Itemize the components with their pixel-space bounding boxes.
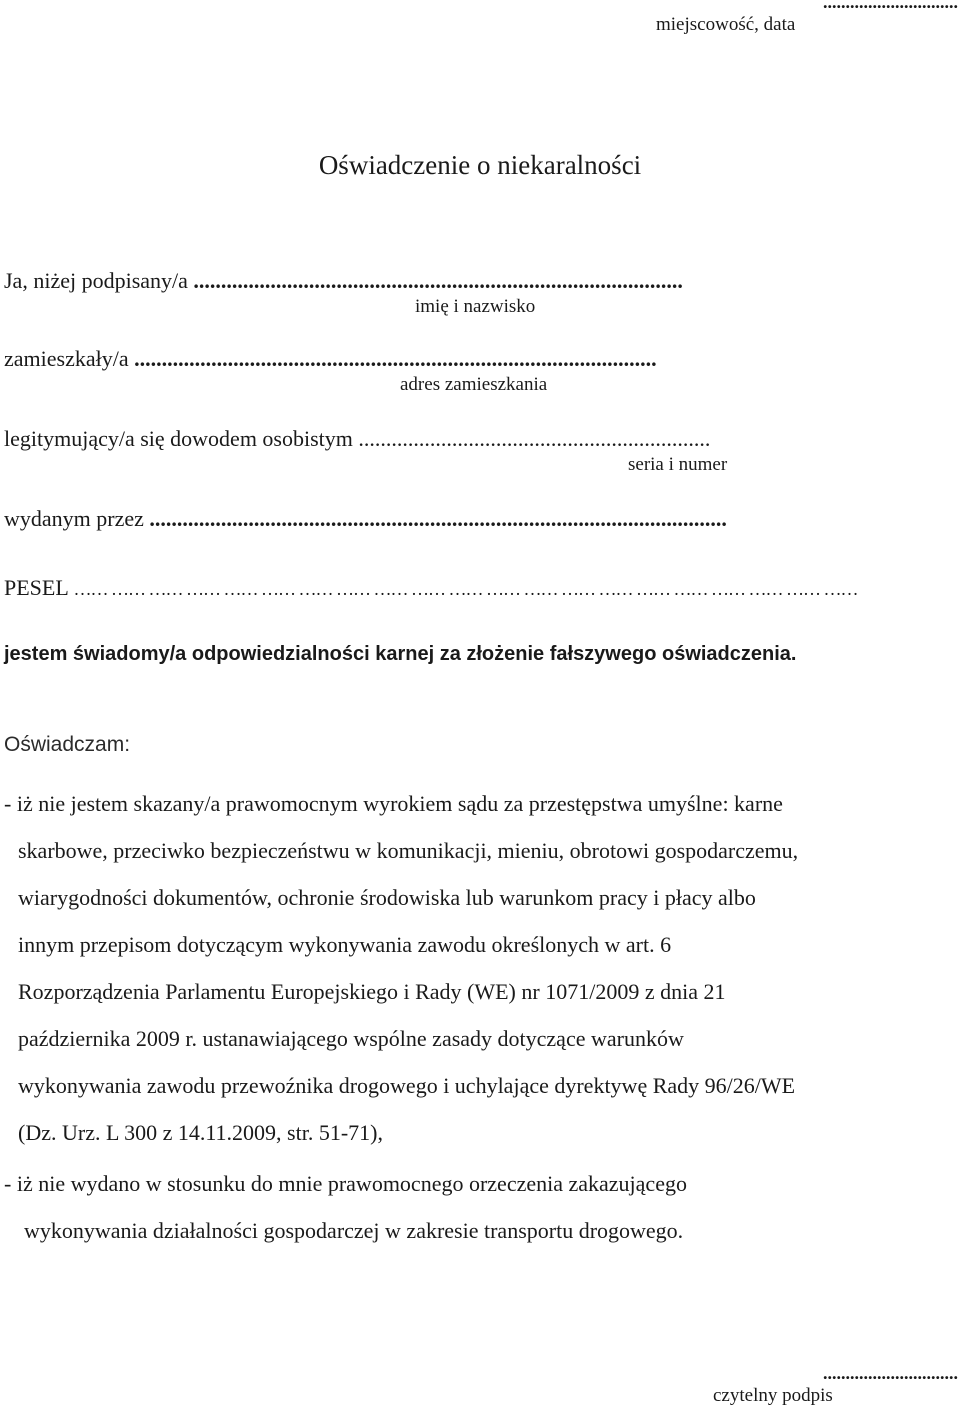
awareness-statement: jestem świadomy/a odpowiedzialności karnej za złożenie fałszywego oświadczenia. (4, 643, 797, 665)
paragraph-1-line: innym przepisom dotyczącym wykonywania zawodu określonych w art. 6 (18, 932, 672, 957)
field-address-row (4, 346, 657, 372)
signature-dots[interactable]: .............................. (823, 1363, 958, 1383)
field-pesel-label: PESEL (4, 575, 74, 600)
declaration-paragraph-1 (4, 780, 798, 1156)
field-pesel-row (4, 575, 857, 601)
place-date-caption: miejscowość, data (656, 14, 796, 35)
document-title: Oświadczenie o niekaralności (318, 150, 642, 180)
declaration-paragraph-2 (4, 1160, 687, 1254)
paragraph-1-line: Rozporządzenia Parlamentu Europejskiego i Rady (WE) nr 1071/2009 z dnia 21 (18, 979, 726, 1004)
field-address-dots[interactable]: ............................................................................................... (134, 346, 657, 371)
paragraph-1-line: (Dz. Urz. L 300 z 14.11.2009, str. 51-71), (18, 1120, 383, 1145)
field-pesel-dots[interactable]: …… …… …… …… …… …… …… …… …… …… …… …… …… …… …… …… …… …… …… …… …… (73, 579, 858, 599)
field-address-label: zamieszkały/a (4, 346, 135, 371)
paragraph-1-line: wiarygodności dokumentów, ochronie środowiska lub warunkom pracy i płacy albo (18, 885, 756, 910)
field-name-dots[interactable]: ......................................................................................... (193, 268, 683, 293)
signature-caption: czytelny podpis (713, 1385, 833, 1406)
paragraph-1-line: - iż nie jestem skazany/a prawomocnym wyrokiem sądu za przestępstwa umyślne: karne (4, 791, 783, 816)
paragraph-2-line: wykonywania działalności gospodarczej w zakresie transportu drogowego. (24, 1218, 684, 1243)
field-name-row (4, 268, 683, 294)
paragraph-1-line: wykonywania zawodu przewoźnika drogowego i uchylające dyrektywę Rady 96/26/WE (18, 1073, 796, 1098)
field-name-label: Ja, niżej podpisany/a (4, 268, 194, 293)
field-issuer-row (4, 506, 727, 532)
field-id-dots[interactable]: ................................................................ (358, 426, 711, 451)
paragraph-1-line: października 2009 r. ustanawiającego wspólne zasady dotyczące warunków (18, 1026, 684, 1051)
field-id-row (4, 426, 710, 452)
field-id-label: legitymujący/a się dowodem osobistym (4, 426, 359, 451)
paragraph-2-line: - iż nie wydano w stosunku do mnie prawomocnego orzeczenia zakazującego (4, 1171, 687, 1196)
field-id-caption: seria i numer (628, 454, 728, 475)
declaration-heading: Oświadczam: (4, 733, 131, 756)
field-issuer-dots[interactable]: ......................................................................................................... (149, 506, 727, 531)
field-name-caption: imię i nazwisko (415, 296, 536, 317)
paragraph-1-line: skarbowe, przeciwko bezpieczeństwu w komunikacji, mieniu, obrotowi gospodarczemu, (18, 838, 799, 863)
field-issuer-label: wydanym przez (4, 506, 150, 531)
field-address-caption: adres zamieszkania (400, 374, 548, 395)
place-date-dots: .............................. (823, 0, 958, 12)
